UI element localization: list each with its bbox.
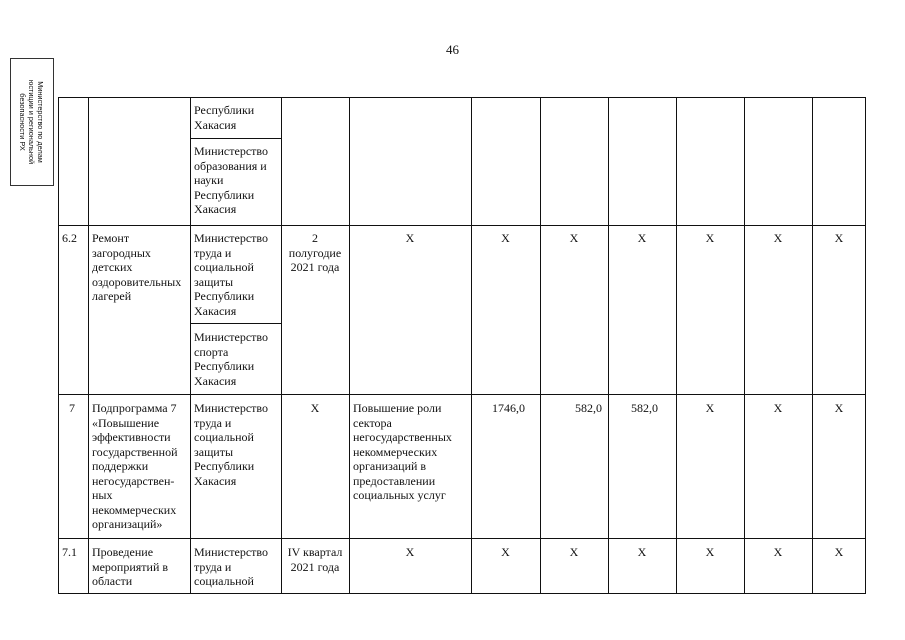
value-cell: Х xyxy=(637,545,647,559)
activity-name: Проведение мероприятий в области xyxy=(92,545,169,588)
row-divider xyxy=(59,538,865,539)
value-cell: Х xyxy=(834,401,844,415)
column-divider xyxy=(190,98,191,593)
value-cell: Х xyxy=(773,401,783,415)
activity-name: Подпрограмма 7 «Повышение эффективности государственной поддержки негосударствен- ных некоммерческих организаций» xyxy=(92,401,178,531)
column-divider xyxy=(349,98,350,593)
term-cell: 2 полугодие 2021 года xyxy=(288,231,342,274)
value-cell: 582,0 xyxy=(575,401,602,415)
value-cell: Х xyxy=(705,401,715,415)
value-cell: Х xyxy=(705,545,715,559)
row-number: 7 xyxy=(69,401,75,415)
row-number: 6.2 xyxy=(62,231,77,245)
column-divider xyxy=(471,98,472,593)
activity-name: Ремонт загородных детских оздоровительных лагерей xyxy=(92,231,182,303)
column-divider xyxy=(676,98,677,593)
column-divider xyxy=(744,98,745,593)
row-divider xyxy=(59,225,865,226)
column-divider xyxy=(540,98,541,593)
value-cell: Х xyxy=(834,545,844,559)
page-number: 46 xyxy=(446,42,459,57)
column-divider xyxy=(812,98,813,593)
value-cell: Х xyxy=(773,545,783,559)
executor-cell: Министерство образования и науки Республики Хакасия xyxy=(194,144,268,216)
executor-cell: Министерство труда и социальной защиты Республики Хакасия xyxy=(194,231,268,318)
value-cell: Х xyxy=(501,545,510,559)
column-divider xyxy=(608,98,609,593)
executor-cell: Министерство труда и социальной защиты Республики Хакасия xyxy=(194,401,268,488)
result-cell: Х xyxy=(405,545,415,559)
program-table xyxy=(58,97,866,594)
stamp-line: безопасности РХ xyxy=(18,93,28,151)
column-divider xyxy=(281,98,282,593)
stamp-line: юстиции и региональной xyxy=(27,79,37,165)
term-cell: Х xyxy=(310,401,320,415)
value-cell: Х xyxy=(773,231,783,245)
result-cell: Повышение роли сектора негосударственных некоммерческих организаций в предоставлении социальных услуг xyxy=(353,401,452,502)
value-cell: 582,0 xyxy=(631,401,658,415)
executor-cell: Республики Хакасия xyxy=(194,103,255,132)
value-cell: Х xyxy=(834,231,844,245)
value-cell: Х xyxy=(705,231,715,245)
value-cell: 1746,0 xyxy=(492,401,525,415)
executor-sub-divider xyxy=(190,323,281,324)
column-divider xyxy=(88,98,89,593)
result-cell: Х xyxy=(405,231,415,245)
stamp-line: Министерство по делам xyxy=(36,81,46,163)
executor-sub-divider xyxy=(190,138,281,139)
executor-cell: Министерство труда и социальной xyxy=(194,545,268,588)
term-cell: IV квартал 2021 года xyxy=(287,545,343,574)
value-cell: Х xyxy=(569,545,579,559)
row-divider xyxy=(59,394,865,395)
value-cell: Х xyxy=(501,231,510,245)
row-number: 7.1 xyxy=(62,545,77,559)
value-cell: Х xyxy=(637,231,647,245)
value-cell: Х xyxy=(569,231,579,245)
executor-cell: Министерство спорта Республики Хакасия xyxy=(194,330,268,388)
registration-stamp xyxy=(10,58,54,186)
